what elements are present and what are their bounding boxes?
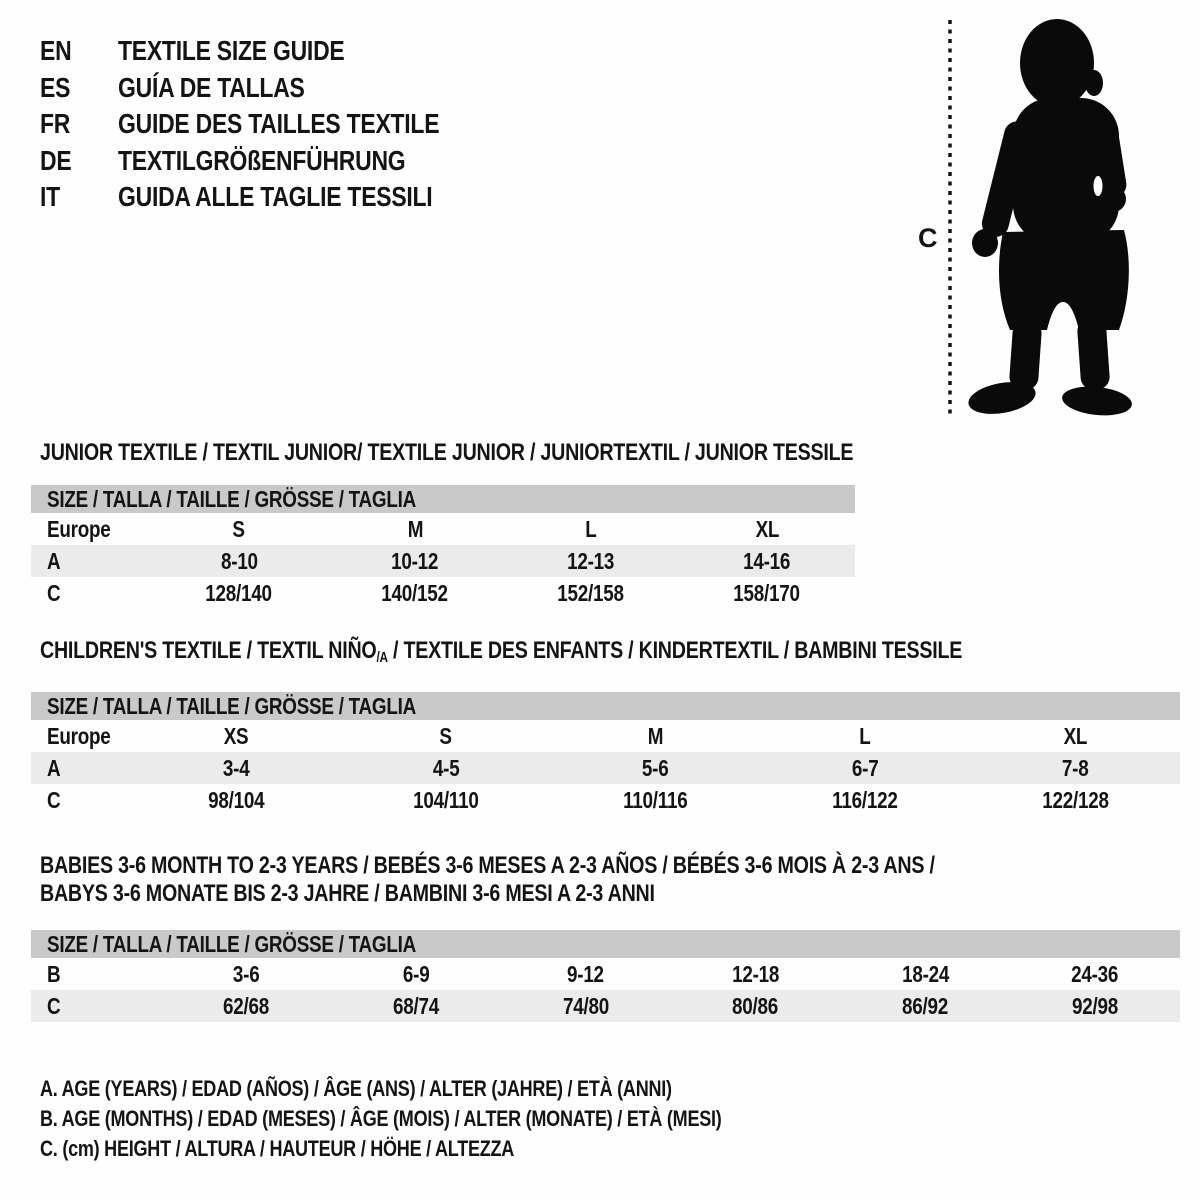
row-value: 24-36 bbox=[1071, 960, 1119, 987]
junior-table-title bbox=[40, 441, 1032, 465]
language-title: GUIDA ALLE TAGLIE TESSILI bbox=[118, 181, 433, 213]
row-value-cell bbox=[341, 784, 551, 816]
row-value: 4-5 bbox=[432, 754, 459, 781]
row-value-cell bbox=[970, 752, 1180, 784]
row-value: 62/68 bbox=[222, 992, 269, 1019]
row-value: XL bbox=[1063, 722, 1087, 749]
row-label-cell bbox=[31, 752, 131, 784]
row-value-cell bbox=[327, 513, 503, 545]
elbow-gap bbox=[1094, 176, 1103, 196]
language-row bbox=[40, 106, 510, 143]
size-header-bar bbox=[31, 485, 855, 513]
row-value-cell bbox=[840, 958, 1010, 990]
size-header-text: SIZE / TALLA / TAILLE / GRÖSSE / TAGLIA bbox=[47, 485, 416, 512]
row-value: XS bbox=[223, 722, 249, 749]
row-value: 12-13 bbox=[567, 547, 615, 574]
row-value: 86/92 bbox=[902, 992, 949, 1019]
row-value-cell bbox=[151, 513, 327, 545]
row-value-cell bbox=[760, 752, 970, 784]
row-label-cell bbox=[31, 784, 131, 816]
row-value: 98/104 bbox=[207, 786, 265, 813]
row-label-cell bbox=[31, 513, 151, 545]
language-code: FR bbox=[40, 108, 71, 140]
height-label-c: C bbox=[918, 223, 938, 253]
legend-line bbox=[40, 1134, 871, 1164]
row-value: XL bbox=[755, 515, 779, 542]
toddler-figure-svg bbox=[900, 0, 1200, 430]
row-label-cell bbox=[31, 958, 161, 990]
legend-line bbox=[40, 1074, 871, 1104]
row-value-cell bbox=[670, 990, 840, 1022]
size-header-bar bbox=[31, 692, 1180, 720]
table-row bbox=[31, 513, 855, 545]
row-value-cell bbox=[551, 752, 761, 784]
language-code: EN bbox=[40, 35, 72, 67]
row-label-cell bbox=[31, 720, 131, 752]
language-row bbox=[40, 143, 510, 180]
table-title-line bbox=[40, 441, 1032, 465]
row-value-cell bbox=[503, 513, 679, 545]
row-value-cell bbox=[970, 720, 1180, 752]
row-value-cell bbox=[970, 784, 1180, 816]
row-label: C bbox=[47, 786, 61, 813]
row-value: 128/140 bbox=[205, 579, 273, 606]
table-row bbox=[31, 958, 1180, 990]
size-header-bar bbox=[31, 930, 1180, 958]
row-value-cell bbox=[341, 752, 551, 784]
row-label: B bbox=[47, 960, 61, 987]
row-label-cell bbox=[31, 545, 151, 577]
row-value-cell bbox=[327, 577, 503, 609]
row-value: S bbox=[439, 722, 452, 749]
row-value: 18-24 bbox=[901, 960, 949, 987]
row-value: 104/110 bbox=[412, 786, 479, 813]
row-value-cell bbox=[503, 545, 679, 577]
childrens-table-title bbox=[40, 637, 1165, 667]
row-value-cell bbox=[551, 720, 761, 752]
legend-text: A. AGE (YEARS) / EDAD (AÑOS) / ÂGE (ANS) / ALTER (JAHRE) / ETÀ (ANNI) bbox=[40, 1076, 672, 1101]
row-value: 10-12 bbox=[391, 547, 439, 574]
language-code: DE bbox=[40, 144, 72, 176]
row-value-cell bbox=[331, 958, 501, 990]
legend-line bbox=[40, 1104, 871, 1134]
row-value-cell bbox=[501, 990, 671, 1022]
language-title: GUÍA DE TALLAS bbox=[118, 71, 305, 103]
row-label: Europe bbox=[47, 515, 111, 542]
row-label-cell bbox=[31, 990, 161, 1022]
subscript-text: /A bbox=[376, 650, 388, 667]
table-title-line bbox=[40, 882, 1131, 906]
row-value: L bbox=[585, 515, 597, 542]
row-label: Europe bbox=[47, 722, 111, 749]
row-value: 140/152 bbox=[381, 579, 449, 606]
row-value-cell bbox=[679, 513, 855, 545]
row-value: 80/86 bbox=[732, 992, 779, 1019]
row-value-cell bbox=[331, 990, 501, 1022]
table-title-text: BABYS 3-6 MONATE BIS 2-3 JAHRE / BAMBINI 3-6 MESI A 2-3 ANNI bbox=[40, 880, 655, 907]
babies-table-title bbox=[40, 854, 1131, 906]
table-row bbox=[31, 545, 855, 577]
row-value-cell bbox=[151, 577, 327, 609]
row-label-cell bbox=[31, 577, 151, 609]
toddler-silhouette bbox=[966, 19, 1133, 419]
language-header bbox=[40, 33, 510, 216]
row-value-cell bbox=[670, 958, 840, 990]
table-row bbox=[31, 752, 1180, 784]
row-value: 68/74 bbox=[392, 992, 439, 1019]
row-value-cell bbox=[760, 720, 970, 752]
language-code: IT bbox=[40, 181, 60, 213]
row-value-cell bbox=[840, 990, 1010, 1022]
size-header-text: SIZE / TALLA / TAILLE / GRÖSSE / TAGLIA bbox=[47, 692, 416, 719]
row-value-cell bbox=[131, 720, 341, 752]
row-value: 8-10 bbox=[220, 547, 258, 574]
row-value: 152/158 bbox=[557, 579, 625, 606]
row-value-cell bbox=[161, 990, 331, 1022]
row-value: 3-4 bbox=[222, 754, 250, 781]
row-value: S bbox=[232, 515, 246, 542]
row-value-cell bbox=[131, 784, 341, 816]
figure-height-measure bbox=[900, 0, 1200, 430]
row-value-cell bbox=[551, 784, 761, 816]
row-value: 6-7 bbox=[852, 754, 879, 781]
table-row bbox=[31, 720, 1180, 752]
row-value-cell bbox=[1010, 990, 1180, 1022]
row-value: 122/128 bbox=[1041, 786, 1109, 813]
row-value-cell bbox=[151, 545, 327, 577]
row-label: A bbox=[47, 547, 61, 574]
row-value: 92/98 bbox=[1072, 992, 1119, 1019]
row-label: C bbox=[47, 579, 61, 606]
legend-text: B. AGE (MONTHS) / EDAD (MESES) / ÂGE (MOIS) / ALTER (MONATE) / ETÀ (MESI) bbox=[40, 1106, 722, 1131]
row-value-cell bbox=[327, 545, 503, 577]
row-value: 9-12 bbox=[567, 960, 604, 987]
row-label: A bbox=[47, 754, 61, 781]
row-value: M bbox=[407, 515, 423, 542]
table-row bbox=[31, 990, 1180, 1022]
row-value-cell bbox=[1010, 958, 1180, 990]
table-title-text: JUNIOR TEXTILE / TEXTIL JUNIOR/ TEXTILE JUNIOR / JUNIORTEXTIL / JUNIOR TESSILE bbox=[40, 439, 854, 466]
row-value-cell bbox=[679, 545, 855, 577]
language-title: TEXTILE SIZE GUIDE bbox=[118, 35, 345, 67]
row-value: 7-8 bbox=[1061, 754, 1089, 781]
row-value: L bbox=[859, 722, 871, 749]
babies-size-table bbox=[31, 930, 1180, 1022]
row-value: 3-6 bbox=[232, 960, 260, 987]
row-value-cell bbox=[760, 784, 970, 816]
row-value-cell bbox=[161, 958, 331, 990]
row-value-cell bbox=[131, 752, 341, 784]
language-title: TEXTILGRÖßENFÜHRUNG bbox=[118, 144, 406, 176]
row-value: 74/80 bbox=[562, 992, 609, 1019]
junior-size-table bbox=[31, 485, 855, 609]
row-value-cell bbox=[503, 577, 679, 609]
legend bbox=[40, 1074, 871, 1164]
language-row bbox=[40, 70, 510, 107]
table-row bbox=[31, 577, 855, 609]
row-value: 12-18 bbox=[731, 960, 779, 987]
table-title-text: BABIES 3-6 MONTH TO 2-3 YEARS / BEBÉS 3-6 MESES A 2-3 AÑOS / BÉBÉS 3-6 MOIS À 2-3 ANS / bbox=[40, 852, 935, 879]
language-row bbox=[40, 33, 510, 70]
language-row bbox=[40, 179, 510, 216]
table-row bbox=[31, 784, 1180, 816]
row-value: M bbox=[647, 722, 664, 749]
row-value: 116/122 bbox=[832, 786, 898, 813]
row-value-cell bbox=[341, 720, 551, 752]
size-header-text: SIZE / TALLA / TAILLE / GRÖSSE / TAGLIA bbox=[47, 930, 416, 957]
row-label: C bbox=[47, 992, 61, 1019]
language-title: GUIDE DES TAILLES TEXTILE bbox=[118, 108, 440, 140]
row-value: 6-9 bbox=[402, 960, 429, 987]
table-title-text: CHILDREN'S TEXTILE / TEXTIL NIÑO/A / TEXTILE DES ENFANTS / KINDERTEXTIL / BAMBINI TESSILE bbox=[40, 637, 963, 667]
legend-text: C. (cm) HEIGHT / ALTURA / HAUTEUR / HÖHE / ALTEZZA bbox=[40, 1136, 515, 1161]
table-title-line bbox=[40, 854, 1131, 878]
childrens-size-table bbox=[31, 692, 1180, 816]
row-value: 14-16 bbox=[743, 547, 791, 574]
table-title-line bbox=[40, 637, 1165, 667]
language-code: ES bbox=[40, 71, 71, 103]
row-value: 158/170 bbox=[733, 579, 801, 606]
row-value-cell bbox=[679, 577, 855, 609]
row-value: 110/116 bbox=[623, 786, 688, 813]
row-value-cell bbox=[501, 958, 671, 990]
row-value: 5-6 bbox=[642, 754, 669, 781]
